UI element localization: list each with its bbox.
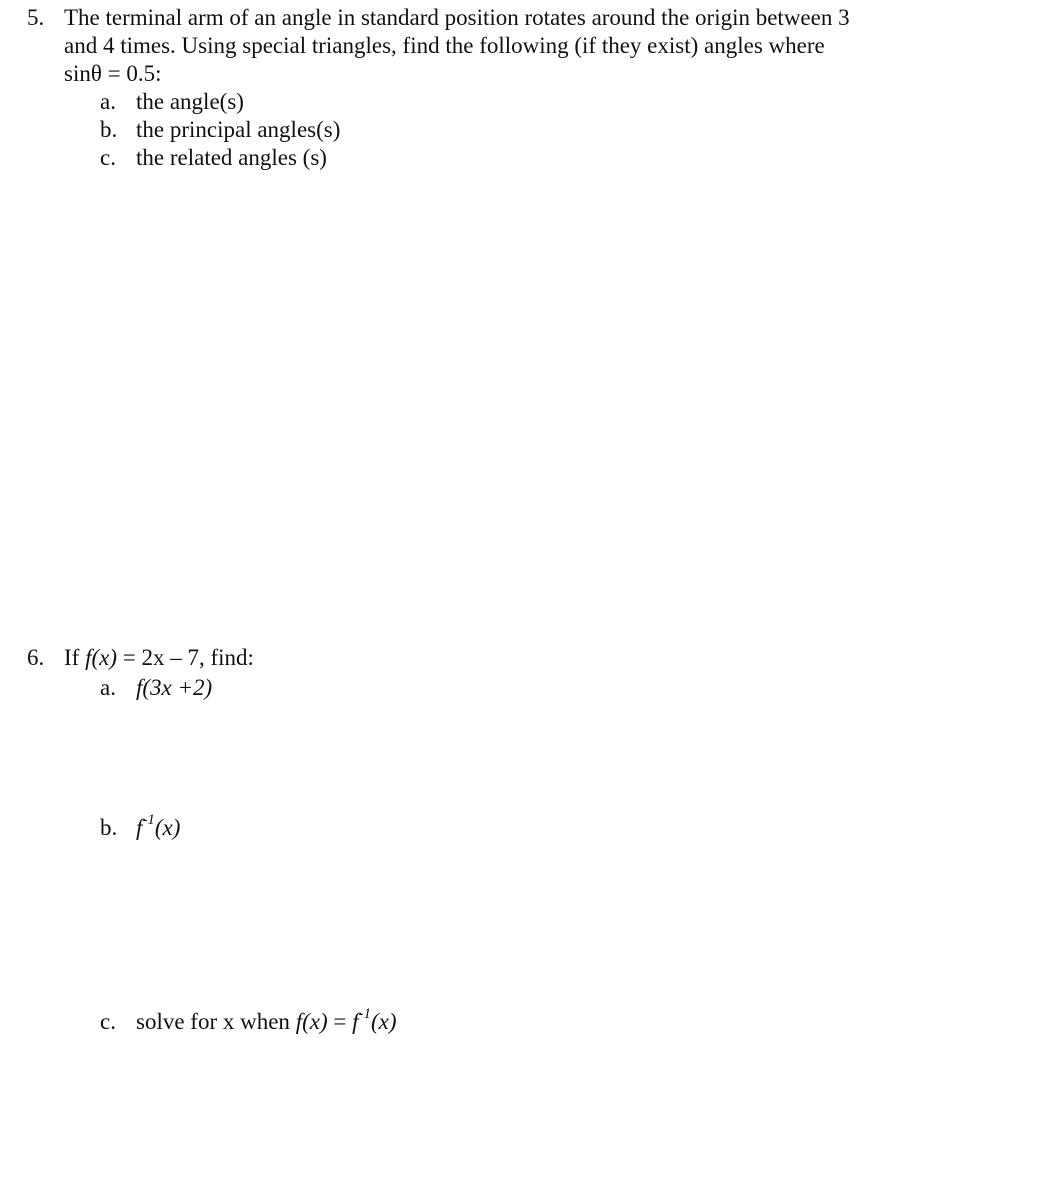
question-6 [27, 644, 907, 1034]
question-line: The terminal arm of an angle in standard position rotates around the origin between 3 [64, 5, 850, 30]
question-number: 6. [27, 645, 45, 670]
sub-question-text: the related angles (s) [136, 145, 327, 170]
question-line: and 4 times. Using special triangles, find the following (if they exist) angles where [64, 33, 825, 58]
sub-question-b [100, 814, 180, 842]
question-text [64, 644, 907, 672]
question-line [64, 644, 907, 672]
sub-question-letter: c. [100, 1009, 116, 1034]
sub-question-text: the angle(s) [136, 89, 244, 114]
question-5 [27, 4, 907, 172]
sub-question-c [100, 144, 907, 172]
sub-question-text: solve for x when [136, 1009, 296, 1034]
sub-question-b [100, 116, 907, 144]
function-argument: (x) [154, 815, 181, 840]
sub-question-letter: a. [100, 675, 116, 700]
question-line: sinθ = 0.5: [64, 61, 162, 86]
intro-prefix: If [64, 645, 86, 670]
sub-question-letter: b. [100, 117, 118, 142]
sub-question-letter: b. [100, 815, 118, 840]
sub-question-list [27, 88, 907, 172]
inverse-function [136, 812, 181, 840]
expression: f(3x +2) [136, 675, 213, 700]
function-argument: (x) [370, 1009, 397, 1034]
function-lhs: f(x) [295, 1009, 328, 1034]
function-symbol: f [352, 1009, 359, 1034]
function-symbol: f [136, 815, 143, 840]
sub-question-text: the principal angles(s) [136, 117, 341, 142]
question-text [64, 4, 907, 88]
sub-question-letter: a. [100, 89, 116, 114]
sub-question-letter: c. [100, 145, 116, 170]
inverse-exponent: -1 [142, 812, 155, 829]
question-number: 5. [27, 5, 45, 30]
function-name: f(x) [85, 645, 117, 670]
sub-question-a [100, 88, 907, 116]
sub-question-c [100, 1008, 397, 1036]
intro-rest: = 2x – 7, find: [117, 645, 254, 670]
sub-question-a [100, 674, 907, 702]
inverse-function [352, 1006, 397, 1034]
inverse-exponent: -1 [358, 1006, 371, 1023]
equals-sign: = [327, 1009, 353, 1034]
